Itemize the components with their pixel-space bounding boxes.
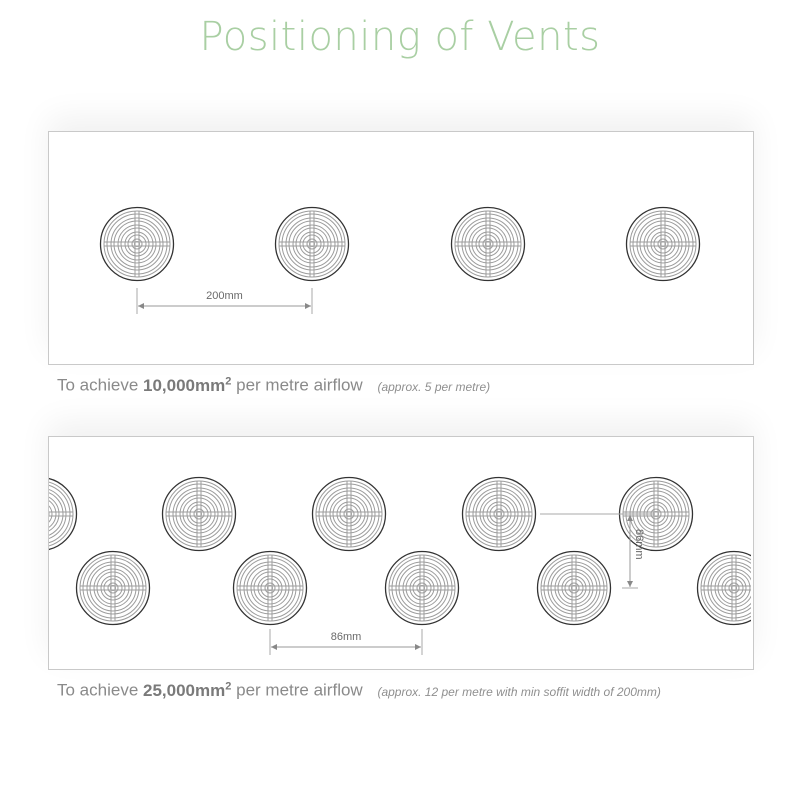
- caption-note: (approx. 12 per metre with min soffit width of 200mm): [377, 684, 661, 699]
- vent-icon: [163, 478, 236, 551]
- airflow-value: $25,000mm^2$: [143, 680, 232, 700]
- vent-icon: [452, 208, 525, 281]
- page-title: Positioning of Vents: [199, 14, 601, 60]
- vent-icon: [234, 552, 307, 625]
- vent-icon: [77, 552, 150, 625]
- vent-icon: [4, 478, 77, 551]
- caption-prefix: To achieve: [57, 680, 139, 700]
- vent-icon: [313, 478, 386, 551]
- caption-panel-2: [57, 680, 661, 701]
- dimension-label: 200mm: [206, 290, 243, 302]
- caption-suffix: per metre airflow: [236, 375, 363, 395]
- vent-group-panel-1: [101, 208, 700, 281]
- airflow-value: $10,000mm^2$: [143, 375, 232, 395]
- vent-icon: [276, 208, 349, 281]
- vent-group-panel-2: [4, 478, 771, 625]
- caption-note: (approx. 5 per metre): [377, 379, 491, 394]
- vent-icon: [627, 208, 700, 281]
- vent-icon: [101, 208, 174, 281]
- vent-icon: [538, 552, 611, 625]
- caption-suffix: per metre airflow: [236, 680, 363, 700]
- dimension-label-vertical: 86mm: [633, 529, 645, 560]
- caption-panel-1: [57, 375, 490, 396]
- dimension-label: 86mm: [330, 631, 362, 643]
- vent-icon: [386, 552, 459, 625]
- caption-prefix: To achieve: [57, 375, 139, 395]
- vent-icon: [698, 552, 771, 625]
- vent-icon: [463, 478, 536, 551]
